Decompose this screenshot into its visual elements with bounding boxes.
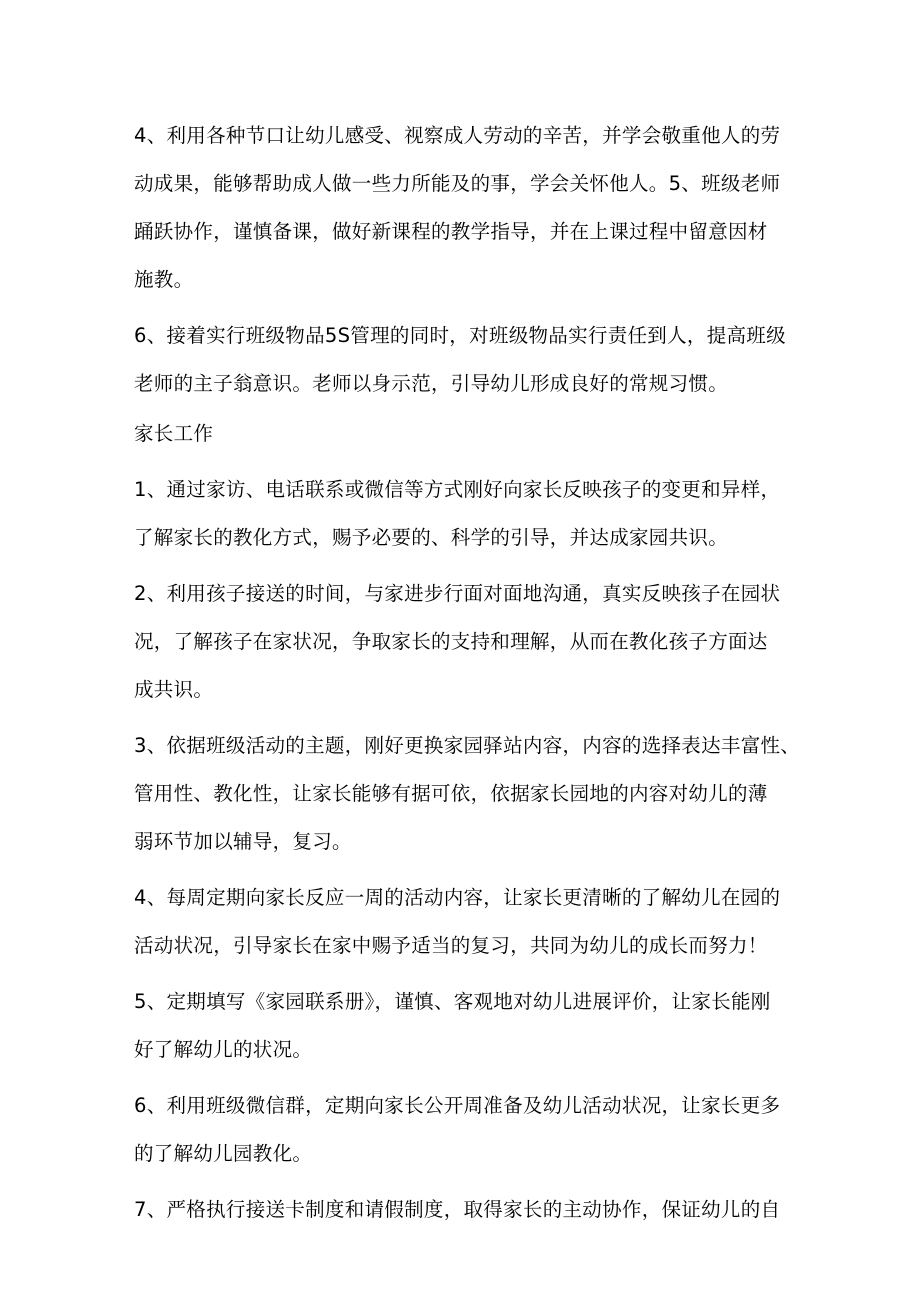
parent-item-1	[134, 466, 794, 562]
text-line: 4、每周定期向家长反应一周的活动内容，让家长更清晰的了解幼儿在园的	[134, 886, 781, 909]
parent-item-6	[134, 1082, 794, 1178]
text-line: 6、接着实行班级物品5S管理的同时，对班级物品实行责任到人，提高班级	[134, 324, 786, 347]
paragraph-item-4	[134, 112, 794, 304]
text-line: 7、严格执行接送卡制度和请假制度，取得家长的主动协作，保证幼儿的自	[134, 1198, 781, 1221]
text-line: 踊跃协作，谨慎备课，做好新课程的教学指导，并在上课过程中留意因材	[134, 220, 768, 243]
text-line: 5、定期填写《家园联系册》，谨慎、客观地对幼儿进展评价，让家长能刚	[134, 990, 771, 1013]
text-line: 管用性、教化性，让家长能够有据可依，依据家长园地的内容对幼儿的薄	[134, 782, 768, 805]
parent-item-3	[134, 722, 801, 866]
text-line: 老师的主子翁意识。老师以身示范，引导幼儿形成良好的常规习惯。	[134, 372, 729, 395]
paragraph-item-6	[134, 312, 794, 408]
parent-item-2	[134, 570, 794, 714]
text-line: 1、通过家访、电话联系或微信等方式刚好向家长反映孩子的变更和异样，	[134, 478, 781, 501]
parent-item-7	[134, 1186, 794, 1234]
text-line: 了解家长的教化方式，赐予必要的、科学的引导，并达成家园共识。	[134, 526, 729, 549]
text-line: 的了解幼儿园教化。	[134, 1142, 313, 1165]
heading-text: 家长工作	[134, 422, 214, 445]
text-line: 3、依据班级活动的主题，刚好更换家园驿站内容，内容的选择表达丰富性、	[134, 734, 801, 757]
document-body	[134, 112, 801, 1234]
text-line: 成共识。	[134, 678, 214, 701]
text-line: 4、利用各种节口让幼儿感受、视察成人劳动的辛苦，并学会敬重他人的劳	[134, 124, 781, 147]
text-line: 好了解幼儿的状况。	[134, 1038, 313, 1061]
text-line: 施教。	[134, 268, 194, 291]
text-line: 动成果，能够帮助成人做一些力所能及的事，学会关怀他人。5、班级老师	[134, 172, 781, 195]
text-line: 弱环节加以辅导，复习。	[134, 830, 352, 853]
parent-item-5	[134, 978, 794, 1074]
text-line: 活动状况，引导家长在家中赐予适当的复习，共同为幼儿的成长而努力！	[134, 934, 768, 957]
text-line: 6、利用班级微信群，定期向家长公开周准备及幼儿活动状况，让家长更多	[134, 1094, 781, 1117]
parent-item-4	[134, 874, 794, 970]
text-line: 2、利用孩子接送的时间，与家进步行面对面地沟通，真实反映孩子在园状	[134, 582, 781, 605]
text-line: 况，了解孩子在家状况，争取家长的支持和理解，从而在教化孩子方面达	[134, 630, 768, 653]
section-heading	[134, 410, 794, 458]
